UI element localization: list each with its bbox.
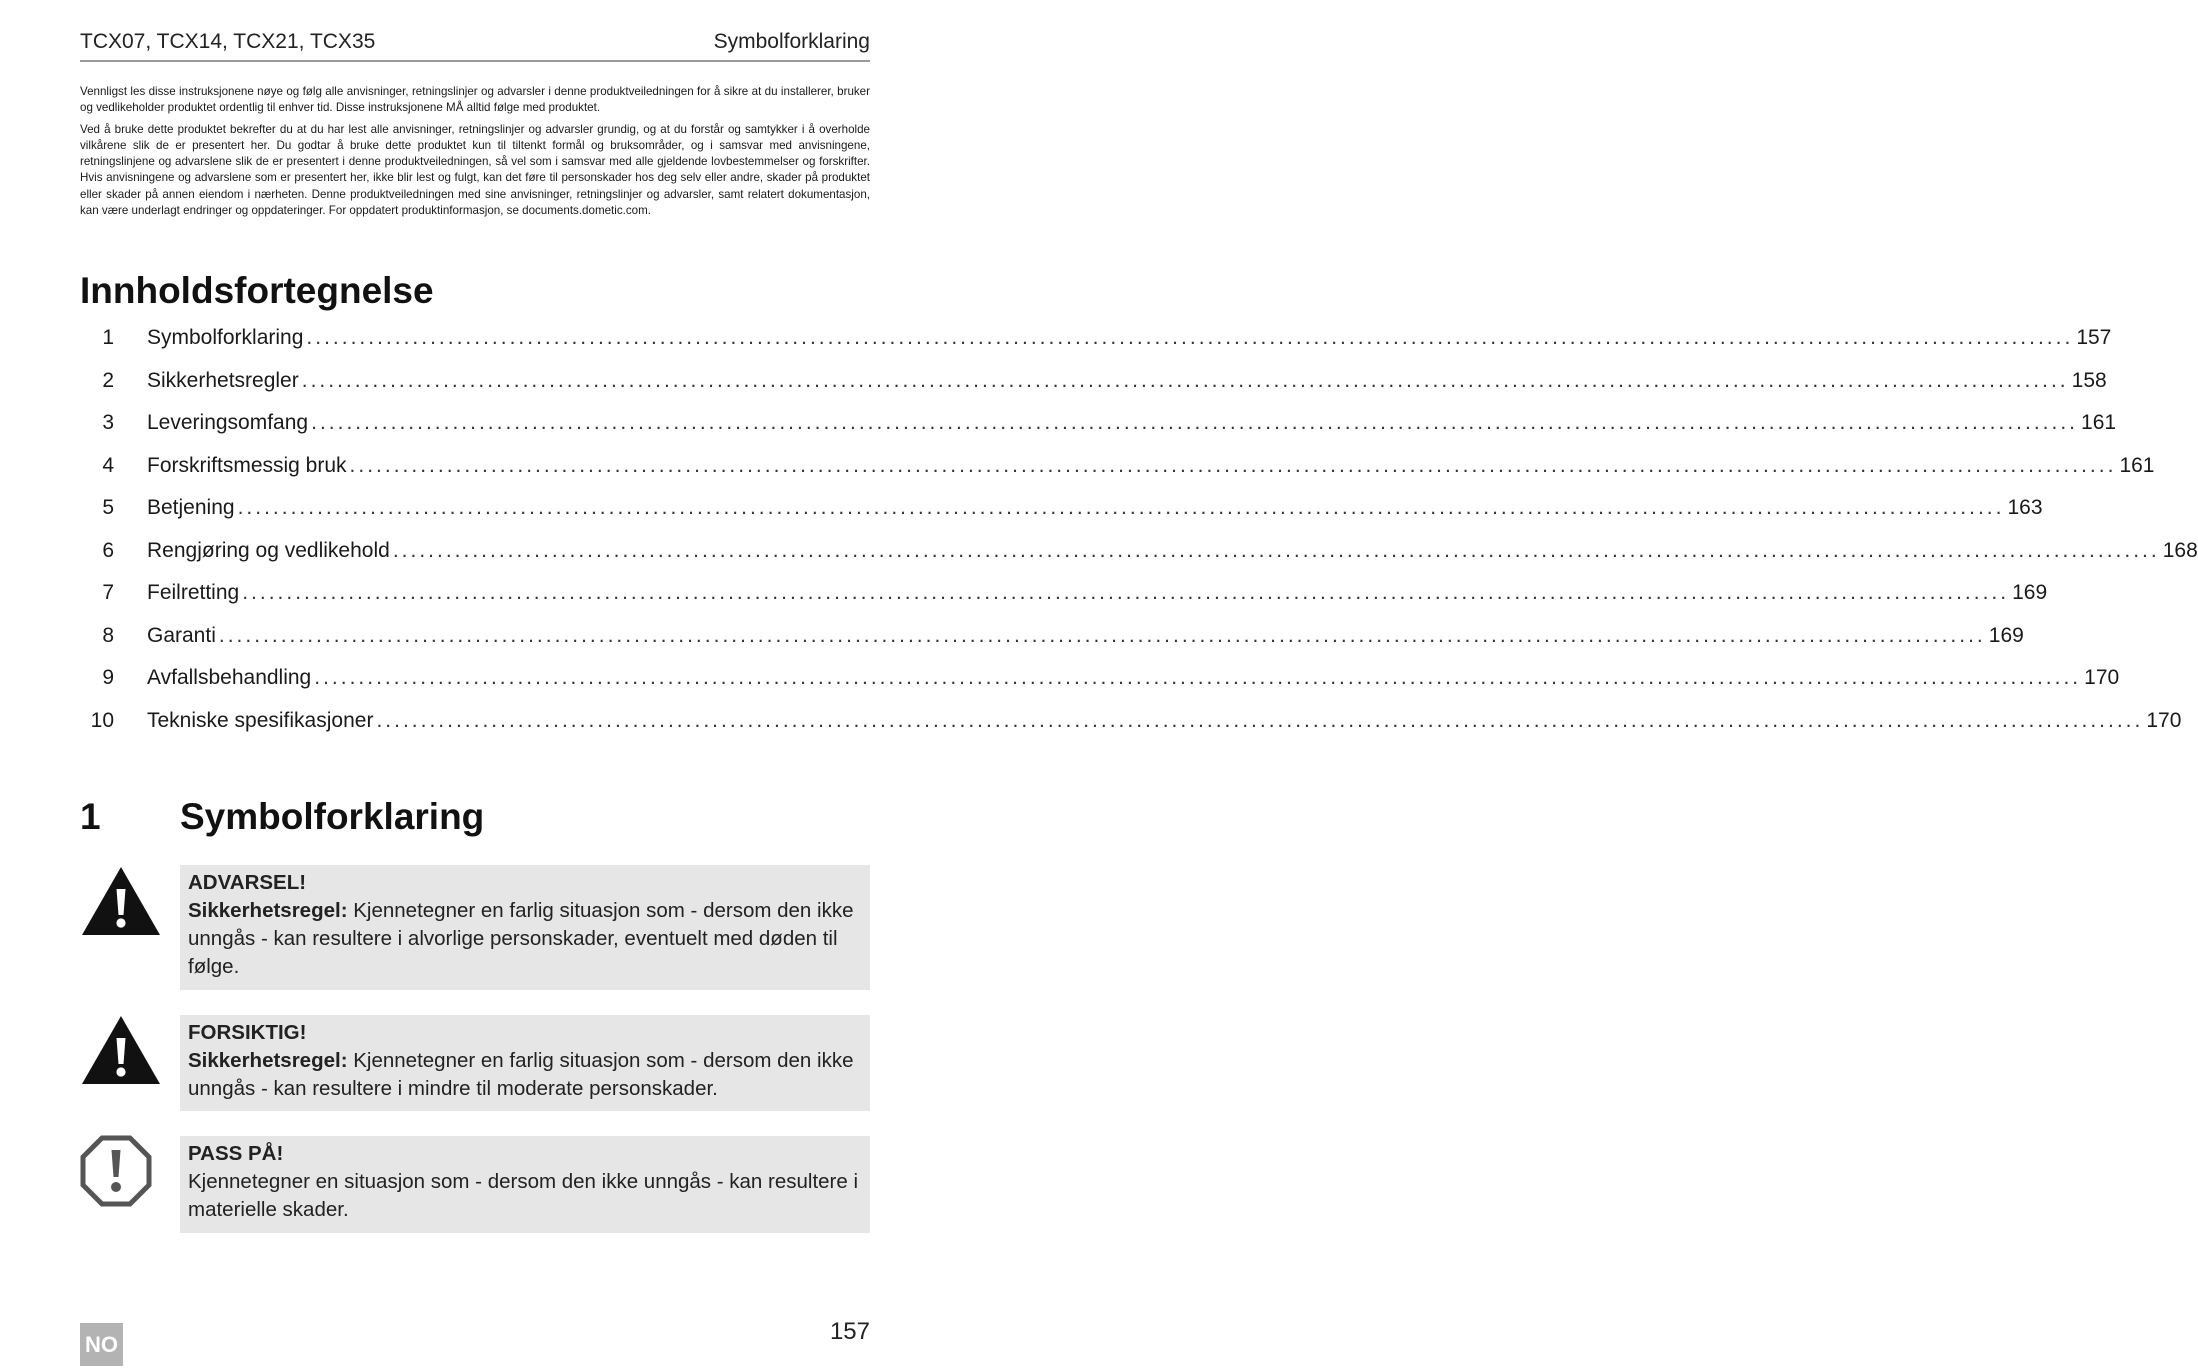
- toc-entry-number: 2: [102, 368, 114, 392]
- toc-leader-dots: ........................................................................................................................................................................................................: [376, 708, 2144, 732]
- toc-entry-page: 161: [2081, 411, 2117, 434]
- header-models: TCX07, TCX14, TCX21, TCX35: [80, 30, 376, 53]
- toc-entry-label: Avfallsbehandling: [147, 666, 312, 689]
- toc-entry-number: 10: [90, 708, 114, 732]
- notice-box-pass-paa: [180, 1136, 870, 1233]
- toc-entry-label: Feilretting: [147, 581, 240, 604]
- toc-leader-dots: ........................................................................................................................................................................................................: [314, 666, 2082, 689]
- toc-entry-page: 169: [2012, 581, 2048, 604]
- toc-entry-label: Rengjøring og vedlikehold: [147, 538, 390, 562]
- toc-entry-number: 5: [102, 496, 114, 519]
- toc-title: Innholdsfortegnelse: [80, 270, 434, 311]
- toc-entry[interactable]: [80, 453, 2155, 497]
- toc-entry-label: Garanti: [147, 623, 216, 647]
- toc-entry-label: Sikkerhetsregler: [147, 368, 299, 392]
- toc-entry-number: 8: [102, 623, 114, 647]
- warning-triangle-icon: [80, 865, 162, 937]
- toc-entry[interactable]: [80, 623, 2024, 667]
- notice-text: Kjennetegner en farlig situasjon som - dersom den ikke unngås - kan resultere i alvorlige personskader, eventuelt med døden til følge.: [188, 899, 854, 978]
- toc-entry[interactable]: [80, 368, 2107, 412]
- notice-octagon-icon: [80, 1135, 152, 1207]
- toc-entry-page: 169: [1988, 623, 2024, 647]
- notice-heading: PASS PÅ!: [188, 1142, 284, 1165]
- toc-entry[interactable]: [80, 708, 2182, 752]
- toc-leader-dots: ........................................................................................................................................................................................................: [392, 538, 2160, 562]
- toc-entry[interactable]: [80, 666, 2120, 709]
- notice-box-advarsel: [180, 865, 870, 990]
- toc-entry-page: 158: [2071, 368, 2107, 392]
- caution-triangle-icon: [80, 1014, 162, 1086]
- toc-entry[interactable]: [80, 411, 2117, 454]
- language-badge: NO: [80, 1323, 123, 1366]
- section-number: 1: [80, 796, 101, 837]
- notice-text: Kjennetegner en farlig situasjon som - dersom den ikke unngås - kan resultere i mindre til moderate personskader.: [188, 1049, 854, 1100]
- notice-text: Kjennetegner en situasjon som - dersom den ikke unngås - kan resultere i materielle skader.: [188, 1170, 859, 1221]
- toc-entry-number: 6: [102, 538, 114, 562]
- toc-entry-page: 161: [2119, 453, 2155, 477]
- toc-entry-label: Leveringsomfang: [147, 411, 309, 434]
- toc-leader-dots: ........................................................................................................................................................................................................: [242, 581, 2010, 604]
- toc-entry-label: Symbolforklaring: [147, 326, 304, 349]
- toc-entry[interactable]: [80, 326, 2112, 369]
- toc-entry-page: 170: [2146, 708, 2182, 732]
- toc-leader-dots: ........................................................................................................................................................................................................: [306, 326, 2074, 349]
- section-title: Symbolforklaring: [180, 796, 485, 837]
- toc-entry-page: 168: [2162, 538, 2198, 562]
- intro-paragraph: Ved å bruke dette produktet bekrefter du at du har lest alle anvisninger, retningslinjer og advarsler grundig, og at du forstår og samtykker i å overholde vilkårene slik de er presentert her. Du godtar å bruke dette produktet kun til tiltenkt formål og bruksområder, og i samsvar med anvisningene, retningslinjene og advarslene slik de er presentert i denne produktveiledningen, så vel som i samsvar med alle gjeldende lovbestemmelser og forskrifter. Hvis anvisningene og advarslene som er presentert her, ikke blir lest og fulgt, kan det føre til personskader hos deg selv eller andre, skader på produktet eller skader på annen eiendom i nærheten. Denne produktveiledningen med sine anvisninger, retningslinjer og advarsler, samt relatert dokumentasjon, kan være underlagt endringer og oppdateringer. For oppdatert produktinformasjon, se documents.dometic.com.: [80, 122, 870, 218]
- toc-entry-number: 3: [102, 411, 114, 434]
- toc-entry-number: 1: [102, 326, 114, 349]
- toc-leader-dots: ........................................................................................................................................................................................................: [301, 368, 2069, 392]
- notice-heading: FORSIKTIG!: [188, 1021, 307, 1044]
- page-header: [80, 30, 870, 62]
- toc-entry[interactable]: [80, 581, 2048, 624]
- toc-entry[interactable]: [80, 538, 2198, 582]
- toc-entry-number: 4: [102, 453, 114, 477]
- table-of-contents: [80, 326, 2198, 751]
- toc-entry-label: Betjening: [147, 496, 235, 519]
- notice-lead: Sikkerhetsregel:: [188, 899, 348, 922]
- toc-entry-label: Forskriftsmessig bruk: [147, 453, 347, 477]
- toc-entry[interactable]: [80, 496, 2043, 539]
- toc-leader-dots: ........................................................................................................................................................................................................: [311, 411, 2079, 434]
- toc-entry-number: 9: [102, 666, 114, 689]
- notice-box-forsiktig: [180, 1015, 870, 1111]
- header-section: Symbolforklaring: [713, 30, 870, 53]
- toc-leader-dots: ........................................................................................................................................................................................................: [237, 496, 2005, 519]
- toc-entry-page: 157: [2076, 326, 2112, 349]
- intro-paragraph: Vennligst les disse instruksjonene nøye og følg alle anvisninger, retningslinjer og advarsler i denne produktveiledningen for å sikre at du installerer, bruker og vedlikeholder produktet ordentlig til enhver tid. Disse instruksjonene MÅ alltid følge med produktet.: [80, 85, 870, 115]
- notice-lead: Sikkerhetsregel:: [188, 1049, 348, 1072]
- intro-text: [80, 84, 870, 224]
- toc-leader-dots: ........................................................................................................................................................................................................: [218, 623, 1986, 647]
- page-number: 157: [829, 1318, 870, 1345]
- toc-leader-dots: ........................................................................................................................................................................................................: [349, 453, 2117, 477]
- toc-entry-page: 170: [2084, 666, 2120, 689]
- toc-entry-page: 163: [2007, 496, 2043, 519]
- toc-entry-number: 7: [102, 581, 114, 604]
- toc-entry-label: Tekniske spesifikasjoner: [147, 708, 374, 732]
- notice-heading: ADVARSEL!: [188, 871, 307, 894]
